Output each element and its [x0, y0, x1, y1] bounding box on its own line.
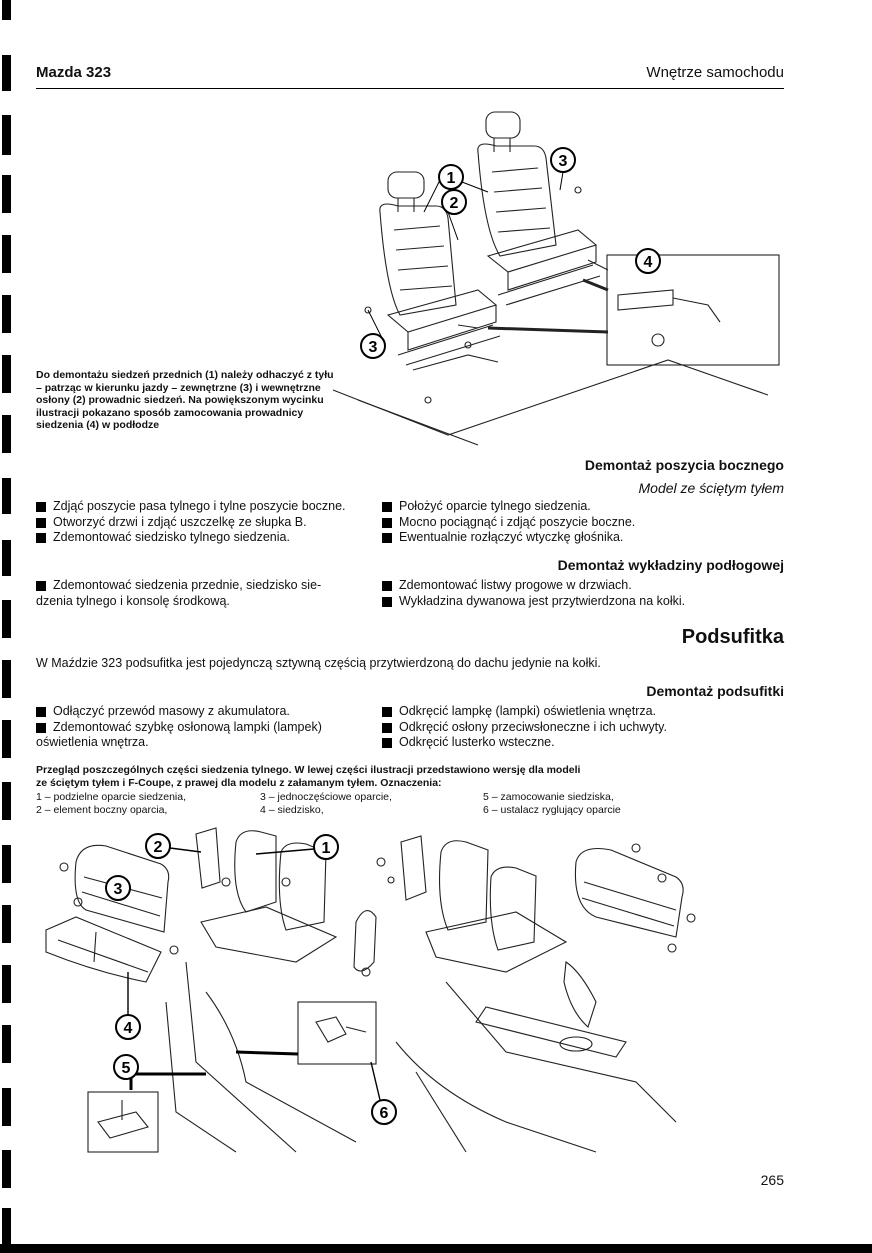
binding-mark [2, 115, 11, 155]
page-number: 265 [760, 1172, 784, 1188]
binding-mark [2, 1088, 11, 1126]
list-item: Położyć oparcie tylnego siedzenia. [382, 499, 786, 515]
figure2-caption-line2: ze ściętym tyłem i F-Coupe, z prawej dla modelu z załamanym tyłem. Oznaczenia: [36, 777, 442, 789]
rear-seat-illustration [36, 822, 716, 1167]
callout-3: 3 [113, 881, 123, 898]
binding-mark [2, 355, 11, 393]
side-trim-right-list [382, 499, 786, 546]
list-item: Odkręcić lampkę (lampki) oświetlenia wnętrza. [382, 704, 786, 720]
legend-item-2: 2 – element boczny oparcia, [36, 804, 168, 816]
list-item: Odłączyć przewód masowy z akumulatora. [36, 704, 362, 720]
binding-mark [2, 1025, 11, 1063]
legend-item-1: 1 – podzielne oparcie siedzenia, [36, 791, 187, 803]
list-item: Zdemontować siedzenia przednie, siedzisko sie- [36, 578, 362, 594]
figure1-caption: Do demontażu siedzeń przednich (1) należy odhaczyć z tyłu – patrząc w kierunku jazdy – zewnętrzne (3) i wewnętrzne osłony (2) prowadnic siedzeń. Na powiększonym wycinku ilustracji pokazano sposób zamocowania prowadnicy siedzenia (4) w podłodze [36, 369, 334, 432]
callout-1: 1 [321, 840, 331, 857]
list-item: Ewentualnie rozłączyć wtyczkę głośnika. [382, 530, 786, 546]
list-item: Odkręcić lusterko wsteczne. [382, 735, 786, 751]
callout-4: 4 [643, 254, 653, 271]
binding-mark [2, 965, 11, 1003]
list-item: Otworzyć drzwi i zdjąć uszczelkę ze słupka B. [36, 515, 376, 531]
callout-2: 2 [153, 839, 163, 856]
binding-mark [2, 235, 11, 273]
headliner-intro: W Maździe 323 podsufitka jest pojedynczą sztywną częścią przytwierdzoną do dachu jedynie na kołki. [36, 656, 601, 670]
binding-mark [2, 415, 11, 453]
list-item: Odkręcić osłony przeciwsłoneczne i ich uchwyty. [382, 720, 786, 736]
list-item: Zdjąć poszycie pasa tylnego i tylne poszycie boczne. [36, 499, 376, 515]
floor-left-list [36, 578, 362, 609]
page-header [36, 60, 784, 89]
list-item: Wykładzina dywanowa jest przytwierdzona na kołki. [382, 594, 786, 610]
binding-mark [2, 1150, 11, 1188]
front-seats-illustration [328, 100, 788, 460]
binding-mark [2, 782, 11, 820]
callout-2: 2 [449, 195, 459, 212]
headliner-left-list [36, 704, 362, 751]
binding-mark [2, 478, 11, 514]
binding-mark [2, 0, 11, 20]
binding-mark [2, 540, 11, 576]
heading-floor: Demontaż wykładziny podłogowej [557, 557, 784, 573]
list-item-continuation: dzenia tylnego i konsolę środkową. [36, 593, 230, 608]
section-title-headliner: Podsufitka [681, 626, 784, 648]
legend-item-3: 3 – jednoczęściowe oparcie, [260, 791, 392, 803]
binding-mark [2, 1208, 11, 1244]
callout-3-top: 3 [558, 153, 568, 170]
binding-mark [2, 600, 11, 638]
heading-headliner-removal: Demontaż podsufitki [646, 683, 784, 699]
list-item: Zdemontować listwy progowe w drzwiach. [382, 578, 786, 594]
legend-item-6: 6 – ustalacz ryglujący oparcie [483, 804, 621, 816]
side-trim-left-list [36, 499, 376, 546]
subheading-model: Model ze ściętym tyłem [638, 480, 784, 496]
binding-mark [2, 295, 11, 333]
binding-mark [2, 55, 11, 91]
callout-6: 6 [379, 1105, 389, 1122]
callout-3-bottom: 3 [368, 339, 378, 356]
list-item: Zdemontować siedzisko tylnego siedzenia. [36, 530, 376, 546]
binding-mark [2, 905, 11, 943]
legend-item-4: 4 – siedzisko, [260, 804, 324, 816]
book-title: Mazda 323 [36, 64, 112, 81]
callout-1: 1 [446, 170, 456, 187]
chapter-title: Wnętrze samochodu [646, 64, 784, 81]
callout-4: 4 [123, 1020, 133, 1037]
legend-item-5: 5 – zamocowanie siedziska, [483, 791, 614, 803]
binding-mark [2, 720, 11, 758]
heading-side-trim: Demontaż poszycia bocznego [584, 457, 784, 473]
callout-5: 5 [121, 1060, 131, 1077]
figure2-caption-line1: Przegląd poszczególnych części siedzenia tylnego. W lewej części ilustracji przedstawiono wersję dla modeli [36, 764, 581, 776]
list-item: Zdemontować szybkę osłonową lampki (lampek) [36, 720, 362, 736]
binding-mark [2, 175, 11, 213]
binding-mark [2, 660, 11, 698]
headliner-right-list [382, 704, 786, 751]
list-item-continuation: oświetlenia wnętrza. [36, 735, 149, 749]
binding-mark [2, 845, 11, 883]
bottom-edge-bar [0, 1244, 872, 1253]
list-item: Mocno pociągnąć i zdjąć poszycie boczne. [382, 515, 786, 531]
floor-right-list [382, 578, 786, 609]
